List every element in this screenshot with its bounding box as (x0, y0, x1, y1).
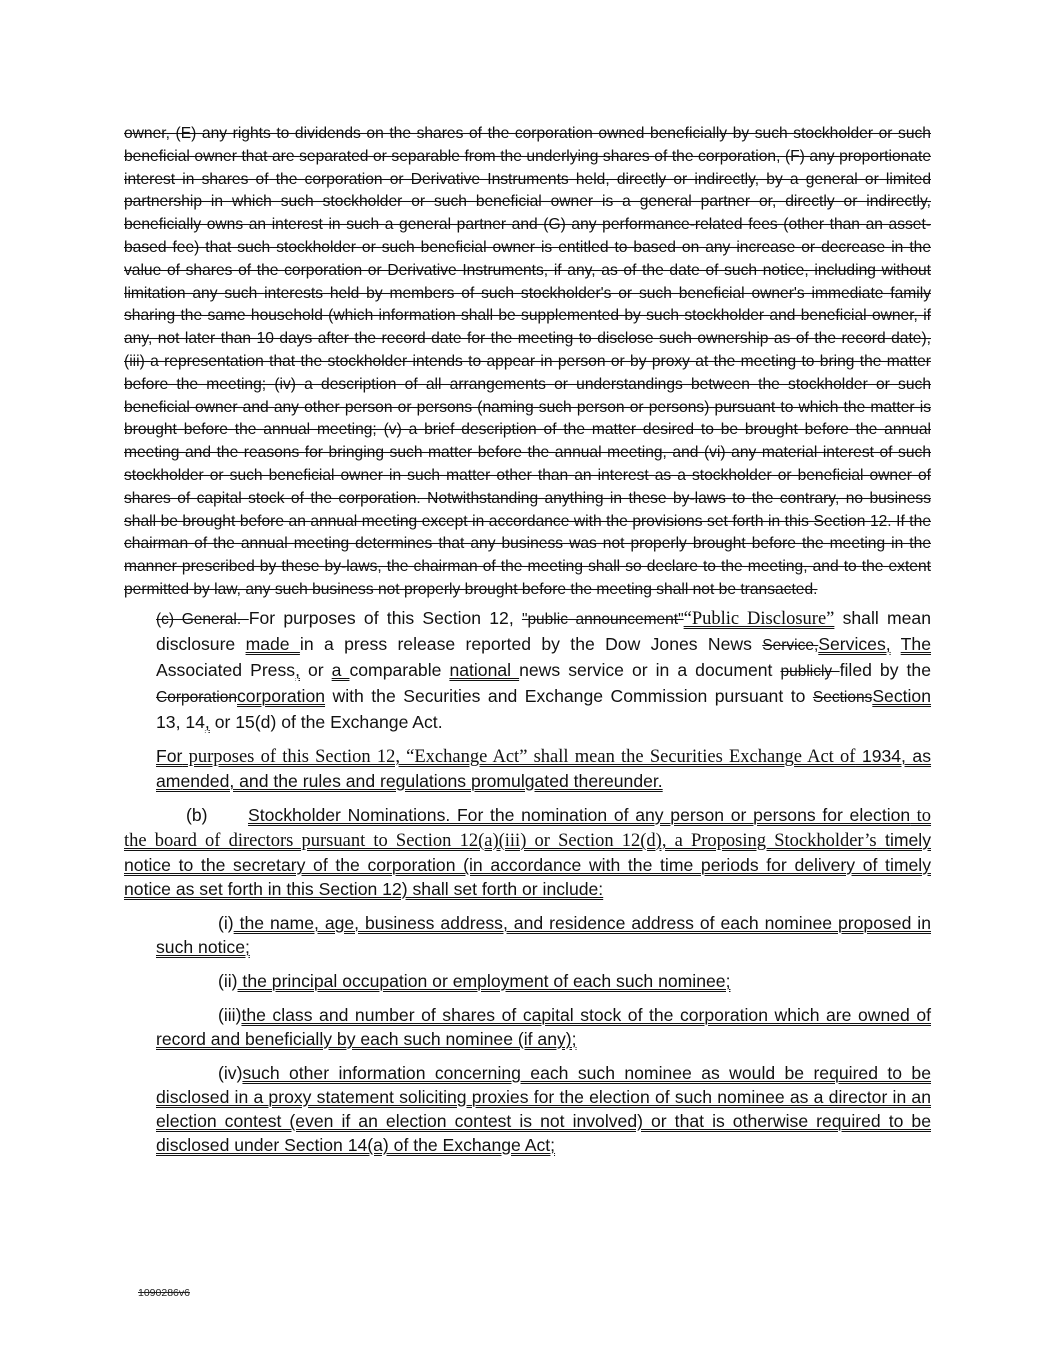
list-item (156, 911, 931, 959)
text-run: timely notice to the secretary of the corporation (in accordance with the time periods for delivery of timely notice as set forth in this Section 12) shall set forth or include: (124, 829, 931, 899)
item-number: (ii) (218, 970, 238, 991)
deleted-term: "public announcement" (521, 610, 684, 628)
text-run: news service or in a document (519, 659, 781, 680)
inserted-made: made (245, 633, 300, 654)
text-run: purposes of this Section 12, “Exchange Act” shall mean the Securities Exchange Act of (182, 746, 856, 767)
exchange-act-definition (156, 744, 931, 793)
text-run: or (299, 659, 332, 680)
text-run: For (156, 745, 183, 766)
list-item (156, 1061, 931, 1157)
text-run: filed by the (839, 659, 931, 680)
text-run: 1934, as amended, and the rules and regulations promulgated thereunder. (156, 745, 932, 791)
item-number: (i) (218, 912, 234, 933)
inserted-the: The (900, 633, 931, 654)
text-run (891, 634, 901, 654)
inserted-comma: , (204, 711, 210, 732)
document-page (124, 123, 931, 1167)
deleted-corporation: Corporation (156, 688, 237, 706)
inserted-services: Services, (818, 633, 891, 654)
text-run: shall mean disclosure (156, 607, 931, 654)
inserted-corporation: corporation (237, 685, 326, 706)
inserted-section: Section (872, 685, 931, 706)
text-run: comparable (349, 659, 450, 680)
deleted-sections: Sections (812, 688, 873, 706)
item-text: the class and number of shares of capital stock of the corporation which are owned of record and beneficially by each such nominee (if any); (156, 1004, 931, 1049)
item-number: (iii) (218, 1004, 242, 1025)
inserted-comma: , (295, 659, 300, 680)
inserted-national: national (449, 659, 520, 680)
deleted-heading: (c) General. (156, 610, 249, 628)
deleted-publicly: publicly (780, 662, 840, 680)
text-run: For purposes of this Section 12, (248, 607, 522, 628)
list-item (156, 1003, 931, 1051)
general-definition-paragraph (156, 606, 931, 734)
inserted-a: a (331, 659, 350, 680)
text-run: Associated Press (156, 659, 296, 680)
inserted-term: “Public Disclosure” (683, 608, 835, 629)
text-run: 13, 14 (156, 711, 205, 732)
text-run: Stockholder Nominations. For the nomination of any person or persons for election (248, 804, 911, 825)
list-item (156, 969, 931, 993)
text-run: to the board of directors pursuant to Section 12(a)(iii) or Section 12(d), a Proposing Stockholder’s (124, 805, 932, 851)
text-run: in a press release reported by the Dow Jones News (299, 633, 763, 654)
text-run: with the Securities and Exchange Commission pursuant to (325, 685, 813, 706)
item-text: the principal occupation or employment of each such nominee; (237, 970, 731, 991)
item-text: the name, age, business address, and residence address of each nominee proposed in such notice; (156, 912, 931, 957)
item-number: (iv) (218, 1062, 243, 1083)
text-run: or 15(d) of the Exchange Act. (209, 711, 443, 732)
item-text: such other information concerning each such nominee as would be required to be disclosed in a proxy statement soliciting proxies for the election of such nominee as a director in an election contest (even if an election contest is not involved) or that is otherwise required to be disclosed under Section 14(a) of the Exchange Act; (156, 1062, 931, 1155)
stockholder-nominations-paragraph (124, 803, 931, 901)
deleted-paragraph: owner, (E) any rights to dividends on the shares of the corporation owned beneficially by such stockholder or such beneficial owner that are separated or separable from the underlying shares of the corporation, (F) any proportionate interest in shares of the corporation or Derivative Instruments held, directly or indirectly, by a general or limited partnership in which such stockholder or such beneficial owner is a general partner or, directly or indirectly, beneficially owns an interest in such a general partner and (G) any performance-related fees (other than an asset-based fee) that such stockholder or such beneficial owner is entitled to based on any increase or decrease in the value of shares of the corporation or Derivative Instruments, if any, as of the date of such notice, including without limitation any such interests held by members of such stockholder's or such beneficial owner's immediate family sharing the same household (which information shall be supplemented by such stockholder and beneficial owner, if any, not later than 10 days after the record date for the meeting to disclose such ownership as of the record date), (iii) a representation that the stockholder intends to appear in person or by proxy at the meeting to bring the matter before the meeting; (iv) a description of all arrangements or understandings between the stockholder or such beneficial owner and any other person or persons (naming such person or persons) pursuant to which the matter is brought before the annual meeting; (v) a brief description of the matter desired to be brought before the annual meeting and the reasons for bringing such matter before the annual meeting, and (vi) any material interest of such stockholder or such beneficial owner in such matter other than an interest as a stockholder or beneficial owner of shares of capital stock of the corporation. Notwithstanding anything in these by-laws to the contrary, no business shall be brought before an annual meeting except in accordance with the provisions set forth in this Section 12. If the chairman of the annual meeting determines that any business was not properly brought before the meeting in the manner prescribed by these by-laws, the chairman of the meeting shall so declare to the meeting, and to the extent permitted by law, any such business not properly brought before the meeting shall not be transacted. (124, 125, 931, 598)
document-footer-id: 1090286v6 (138, 1287, 190, 1299)
section-label: (b) (186, 804, 208, 825)
deleted-service: Service, (762, 636, 819, 654)
